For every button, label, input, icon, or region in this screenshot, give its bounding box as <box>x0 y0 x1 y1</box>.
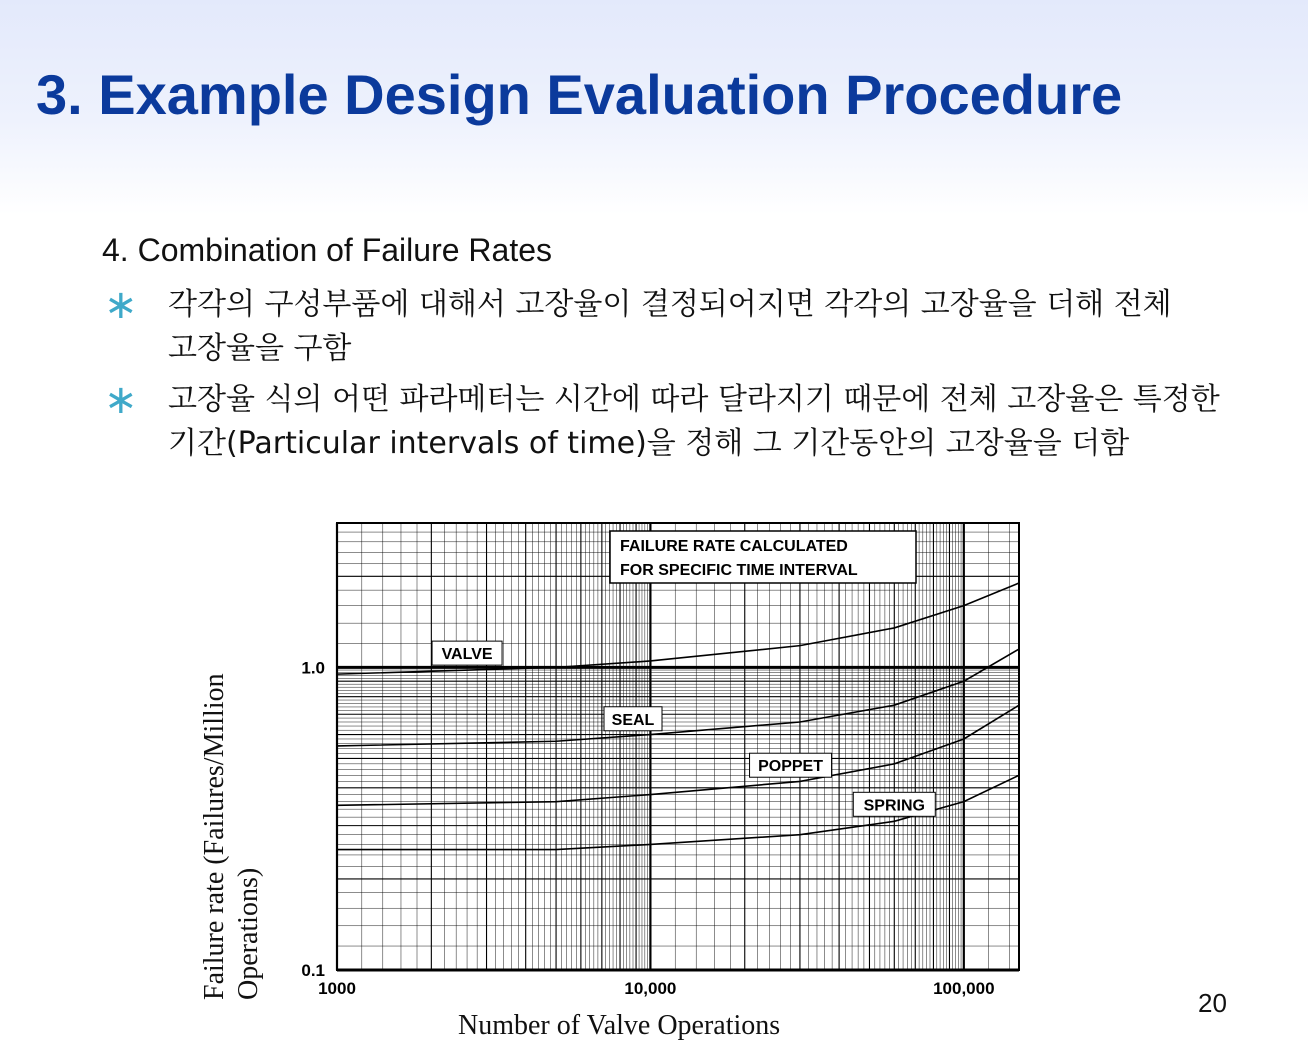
x-tick-label: 10,000 <box>624 979 677 998</box>
section-heading: 4. Combination of Failure Rates <box>102 232 552 268</box>
y-axis-label: Failure rate (Failures/Million Operations) <box>199 673 264 1000</box>
x-tick-label: 1000 <box>318 979 356 998</box>
asterisk-icon: ∗ <box>104 282 138 328</box>
asterisk-icon: ∗ <box>104 377 138 423</box>
y-tick-label: 1.0 <box>301 658 325 678</box>
x-tick-label: 100,000 <box>933 979 995 998</box>
series-label-poppet: POPPET <box>758 758 824 776</box>
chart-title-box <box>610 531 916 583</box>
series-label-valve: VALVE <box>441 646 493 664</box>
x-axis-label: Number of Valve Operations <box>458 1010 781 1041</box>
slide-title: 3. Example Design Evaluation Procedure <box>36 63 1123 126</box>
series-label-spring: SPRING <box>863 797 925 815</box>
chart-title-line: FAILURE RATE CALCULATED <box>620 538 848 555</box>
bullet-text: 각각의 구성부품에 대해서 고장율이 결정되어지면 각각의 고장율을 더해 전체 고장율을 구함 <box>168 287 1172 366</box>
page-number: 20 <box>1198 988 1227 1018</box>
series-label-seal: SEAL <box>611 711 655 729</box>
chart-grid <box>337 523 1019 970</box>
chart-title-line: FOR SPECIFIC TIME INTERVAL <box>620 562 858 579</box>
y-tick-label: 0.1 <box>301 961 325 980</box>
bullet-text: 고장율 식의 어떤 파라메터는 시간에 따라 달라지기 때문에 전체 고장율은 특정한 기간(Particular intervals of time)을 정해 그 기간동안의 고장율을 더함 <box>168 382 1220 461</box>
